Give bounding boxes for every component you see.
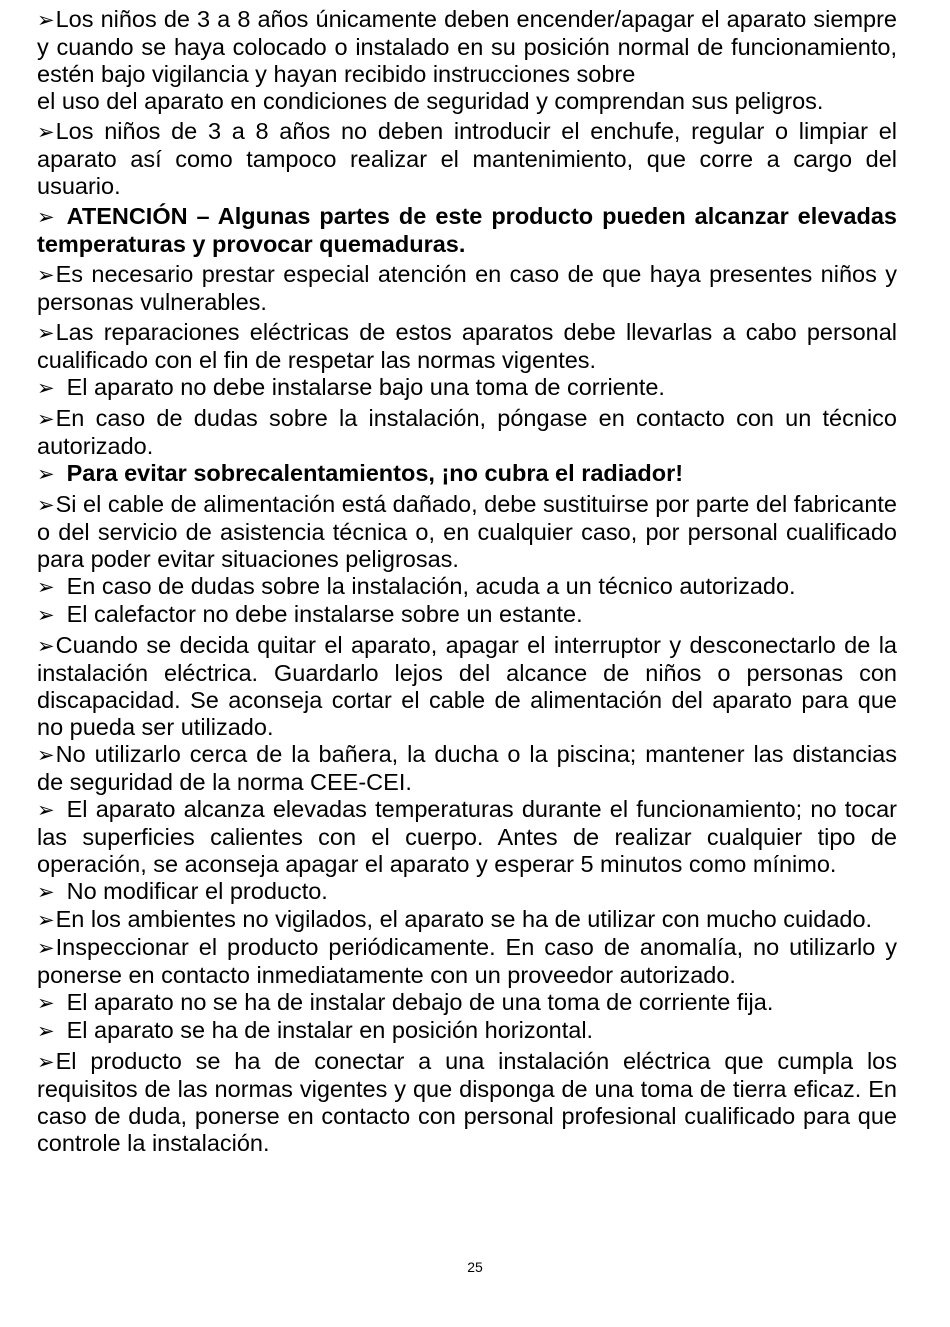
arrow-bullet-icon: ➢ — [37, 881, 55, 904]
list-item: ➢ El aparato alcanza elevadas temperaturas durante el funcionamiento; no tocar las superficies calientes con el cuerpo. Antes de realizar cualquier tipo de operación, se aconseja apagar el aparato y esperar 5 minutos como mínimo. — [37, 796, 897, 877]
arrow-bullet-icon: ➢ — [37, 1051, 55, 1074]
arrow-bullet-icon: ➢ — [37, 463, 55, 486]
list-item: ➢ El aparato no se ha de instalar debajo de una toma de corriente fija. — [37, 989, 774, 1015]
arrow-bullet-icon: ➢ — [37, 9, 55, 32]
page-number: 25 — [467, 1259, 483, 1275]
arrow-bullet-icon: ➢ — [37, 937, 55, 960]
list-item: ➢Los niños de 3 a 8 años no deben introducir el enchufe, regular o limpiar el aparato así como tampoco realizar el mantenimiento, que corre a cargo del usuario. — [37, 118, 897, 199]
list-item: ➢ El calefactor no debe instalarse sobre un estante. — [37, 601, 583, 627]
warning-item: ➢ ATENCIÓN – Algunas partes de este producto pueden alcanzar elevadas temperaturas y provocar quemaduras. — [37, 203, 897, 257]
arrow-bullet-icon: ➢ — [37, 604, 55, 627]
list-item-continuation: el uso del aparato en condiciones de seguridad y comprendan sus peligros. — [37, 88, 824, 114]
arrow-bullet-icon: ➢ — [37, 799, 55, 822]
arrow-bullet-icon: ➢ — [37, 377, 55, 400]
list-item: ➢Los niños de 3 a 8 años únicamente deben encender/apagar el aparato siempre y cuando se haya colocado o instalado en su posición normal de funcionamiento, estén bajo vigilancia y hayan recibido instrucciones sobre — [37, 6, 897, 87]
arrow-bullet-icon: ➢ — [37, 635, 55, 658]
warning-item: ➢ Para evitar sobrecalentamientos, ¡no cubra el radiador! — [37, 460, 684, 486]
arrow-bullet-icon: ➢ — [37, 576, 55, 599]
arrow-bullet-icon: ➢ — [37, 909, 55, 932]
arrow-bullet-icon: ➢ — [37, 494, 55, 517]
list-item: ➢Si el cable de alimentación está dañado, debe sustituirse por parte del fabricante o del servicio de asistencia técnica o, en cualquier caso, por personal cualificado para poder evitar situaciones peligrosas. — [37, 491, 897, 572]
list-item: ➢En los ambientes no vigilados, el aparato se ha de utilizar con mucho cuidado. — [37, 906, 873, 932]
arrow-bullet-icon: ➢ — [37, 121, 55, 144]
list-item: ➢En caso de dudas sobre la instalación, póngase en contacto con un técnico autorizado. — [37, 405, 897, 459]
arrow-bullet-icon: ➢ — [37, 992, 55, 1015]
list-item: ➢ El aparato se ha de instalar en posición horizontal. — [37, 1017, 594, 1043]
arrow-bullet-icon: ➢ — [37, 408, 55, 431]
list-item: ➢Es necesario prestar especial atención en caso de que haya presentes niños y personas vulnerables. — [37, 261, 897, 315]
list-item: ➢No utilizarlo cerca de la bañera, la ducha o la piscina; mantener las distancias de seguridad de la norma CEE-CEI. — [37, 741, 897, 795]
list-item: ➢ No modificar el producto. — [37, 878, 328, 904]
arrow-bullet-icon: ➢ — [37, 264, 55, 287]
safety-instructions — [37, 6, 897, 1157]
list-item: ➢El producto se ha de conectar a una instalación eléctrica que cumpla los requisitos de las normas vigentes y que disponga de una toma de tierra eficaz. En caso de duda, ponerse en contacto con personal profesional cualificado para que controle la instalación. — [37, 1048, 897, 1156]
arrow-bullet-icon: ➢ — [37, 206, 55, 229]
list-item: ➢ El aparato no debe instalarse bajo una toma de corriente. — [37, 374, 665, 400]
arrow-bullet-icon: ➢ — [37, 1020, 55, 1043]
list-item: ➢ En caso de dudas sobre la instalación, acuda a un técnico autorizado. — [37, 573, 796, 599]
list-item: ➢Cuando se decida quitar el aparato, apagar el interruptor y desconectarlo de la instalación eléctrica. Guardarlo lejos del alcance de niños o personas con discapacidad. Se aconseja cortar el cable de alimentación del aparato para que no pueda ser utilizado. — [37, 632, 897, 740]
list-item: ➢Las reparaciones eléctricas de estos aparatos debe llevarlas a cabo personal cualificado con el fin de respetar las normas vigentes. — [37, 319, 897, 373]
list-item: ➢Inspeccionar el producto periódicamente. En caso de anomalía, no utilizarlo y ponerse en contacto inmediatamente con un proveedor autorizado. — [37, 934, 897, 988]
arrow-bullet-icon: ➢ — [37, 322, 55, 345]
arrow-bullet-icon: ➢ — [37, 744, 55, 767]
